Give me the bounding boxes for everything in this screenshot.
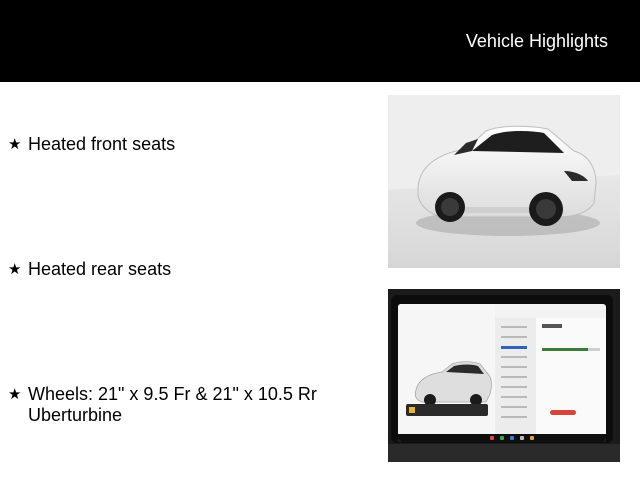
menu-item: [501, 326, 527, 328]
menu-item: [501, 416, 527, 418]
charging-panel: [536, 318, 606, 434]
car-illustration: [388, 95, 620, 268]
dashboard-trim: [388, 444, 620, 462]
menu-item: [501, 396, 527, 398]
feature-text: Wheels: 21" x 9.5 Fr & 21" x 10.5 Rr Uberturbine: [28, 384, 317, 425]
charge-level-fill: [542, 348, 588, 351]
vehicle-render: [398, 304, 495, 442]
header-bar: [0, 0, 640, 82]
star-icon: ★: [8, 261, 22, 278]
menu-item: [501, 356, 527, 358]
feature-text: Heated rear seats: [28, 259, 172, 279]
menu-item: [501, 406, 527, 408]
touchscreen-photo: [388, 289, 620, 462]
warning-icon: [409, 407, 415, 413]
range-readout: [542, 324, 562, 328]
menu-item: [501, 386, 527, 388]
menu-item-active: [501, 346, 527, 349]
app-icon: [520, 436, 524, 440]
notification-card: [406, 404, 488, 416]
app-icon: [510, 436, 514, 440]
menu-item: [501, 366, 527, 368]
menu-item: [501, 376, 527, 378]
screen-bezel: [391, 295, 613, 443]
feature-item: [8, 384, 348, 426]
car-exterior-photo: [388, 95, 620, 268]
settings-menu: [495, 318, 536, 434]
star-icon: ★: [8, 386, 22, 403]
touchscreen-display: [398, 304, 606, 442]
stop-button: [550, 410, 576, 415]
feature-item: [8, 259, 348, 280]
vehicle-panel: [398, 304, 495, 442]
app-icon: [490, 436, 494, 440]
app-icon: [530, 436, 534, 440]
feature-text: Heated front seats: [28, 134, 176, 154]
feature-item: [8, 134, 348, 155]
menu-item: [501, 336, 527, 338]
star-icon: ★: [8, 136, 22, 153]
page-title: Vehicle Highlights: [465, 31, 608, 51]
app-icon: [500, 436, 504, 440]
charge-limit-slider: [542, 348, 600, 351]
screen-dock: [398, 434, 606, 442]
